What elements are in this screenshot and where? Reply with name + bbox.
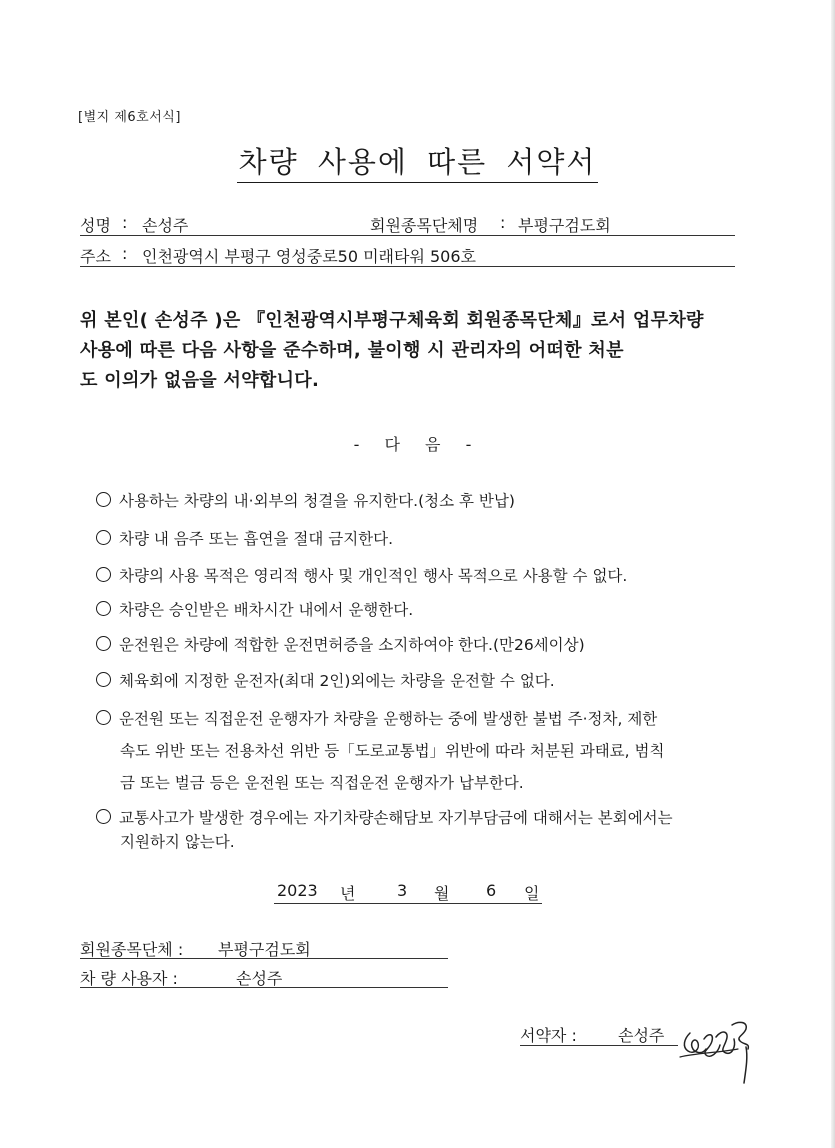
org-colon: : — [500, 213, 506, 232]
list-item — [96, 633, 585, 655]
signing-date — [274, 881, 542, 904]
list-item — [96, 669, 555, 691]
pledge-line: 위 본인( 손성주 )은 『인천광역시부평구체육회 회원종목단체』로서 업무차량 — [80, 310, 704, 331]
date-month: 3 — [397, 881, 408, 900]
list-item-text: 교통사고가 발생한 경우에는 자기차량손해담보 자기부담금에 대해서는 본회에서는 — [119, 809, 673, 827]
list-item-text: 운전원 또는 직접운전 운행자가 차량을 운행하는 중에 발생한 불법 주·정차, 제한 — [119, 710, 658, 728]
address-value: 인천광역시 부평구 영성중로50 미래타워 506호 — [142, 247, 476, 266]
pledge-paragraph — [80, 306, 750, 396]
handwritten-signature-icon — [676, 1003, 766, 1093]
footer-user-label: 차 량 사용자 : — [80, 969, 178, 988]
info-row-address — [80, 244, 735, 267]
list-item-text: 차량의 사용 목적은 영리적 행사 및 개인적인 행사 목적으로 사용할 수 없다. — [119, 567, 628, 585]
org-label: 회원종목단체명 — [370, 216, 479, 235]
list-item-text: 차량 내 음주 또는 흡연을 절대 금지한다. — [119, 530, 394, 548]
list-item-continuation: 속도 위반 또는 전용차선 위반 등「도로교통법」위반에 따라 처분된 과태료, 범칙 — [120, 742, 665, 760]
footer-user-row — [80, 966, 448, 988]
signer-row — [520, 1023, 678, 1046]
list-item — [96, 527, 393, 549]
name-value: 손성주 — [142, 216, 189, 235]
document-title — [0, 140, 835, 181]
info-row-name-org — [80, 213, 735, 236]
list-item-text: 운전원은 차량에 적합한 운전면허증을 소지하여야 한다.(만26세이상) — [119, 636, 585, 654]
pledge-line: 도 이의가 없음을 서약합니다. — [80, 370, 320, 391]
list-item-text: 차량은 승인받은 배차시간 내에서 운행한다. — [119, 601, 414, 619]
signer-value: 손성주 — [618, 1026, 665, 1045]
signer-label: 서약자 : — [520, 1026, 577, 1045]
footer-org-row — [80, 937, 448, 959]
date-day-unit: 일 — [524, 884, 540, 903]
footer-user-value: 손성주 — [236, 969, 283, 988]
title-text: 차량 사용에 따른 서약서 — [237, 145, 599, 183]
name-colon: : — [122, 213, 128, 232]
date-year: 2023 — [277, 881, 318, 900]
circle-bullet-icon — [96, 567, 111, 582]
name-label: 성명 — [80, 216, 111, 235]
list-item — [96, 806, 673, 828]
circle-bullet-icon — [96, 672, 111, 687]
circle-bullet-icon — [96, 601, 111, 616]
form-number-tag: [별지 제6호서식] — [78, 110, 181, 125]
date-year-unit: 년 — [340, 884, 356, 903]
pledge-line: 사용에 따른 다음 사항을 준수하며, 불이행 시 관리자의 어떠한 처분 — [80, 340, 624, 361]
list-item-continuation: 지원하지 않는다. — [120, 833, 235, 851]
date-day: 6 — [486, 881, 497, 900]
circle-bullet-icon — [96, 492, 111, 507]
circle-bullet-icon — [96, 530, 111, 545]
list-item-text: 체육회에 지정한 운전자(최대 2인)외에는 차량을 운전할 수 없다. — [119, 672, 555, 690]
date-month-unit: 월 — [434, 884, 450, 903]
list-item — [96, 598, 413, 620]
section-heading: - 다 음 - — [353, 435, 482, 454]
list-item — [96, 489, 515, 511]
footer-org-value: 부평구검도회 — [218, 940, 311, 959]
circle-bullet-icon — [96, 809, 111, 824]
list-item-text: 사용하는 차량의 내·외부의 청결을 유지한다.(청소 후 반납) — [119, 492, 515, 510]
list-item — [96, 707, 657, 729]
org-value: 부평구검도회 — [518, 216, 611, 235]
circle-bullet-icon — [96, 636, 111, 651]
list-item-continuation: 금 또는 벌금 등은 운전원 또는 직접운전 운행자가 납부한다. — [120, 774, 524, 792]
address-label: 주소 — [80, 247, 111, 266]
address-colon: : — [122, 244, 128, 263]
circle-bullet-icon — [96, 710, 111, 725]
footer-org-label: 회원종목단체 : — [80, 940, 184, 959]
list-item — [96, 564, 627, 586]
